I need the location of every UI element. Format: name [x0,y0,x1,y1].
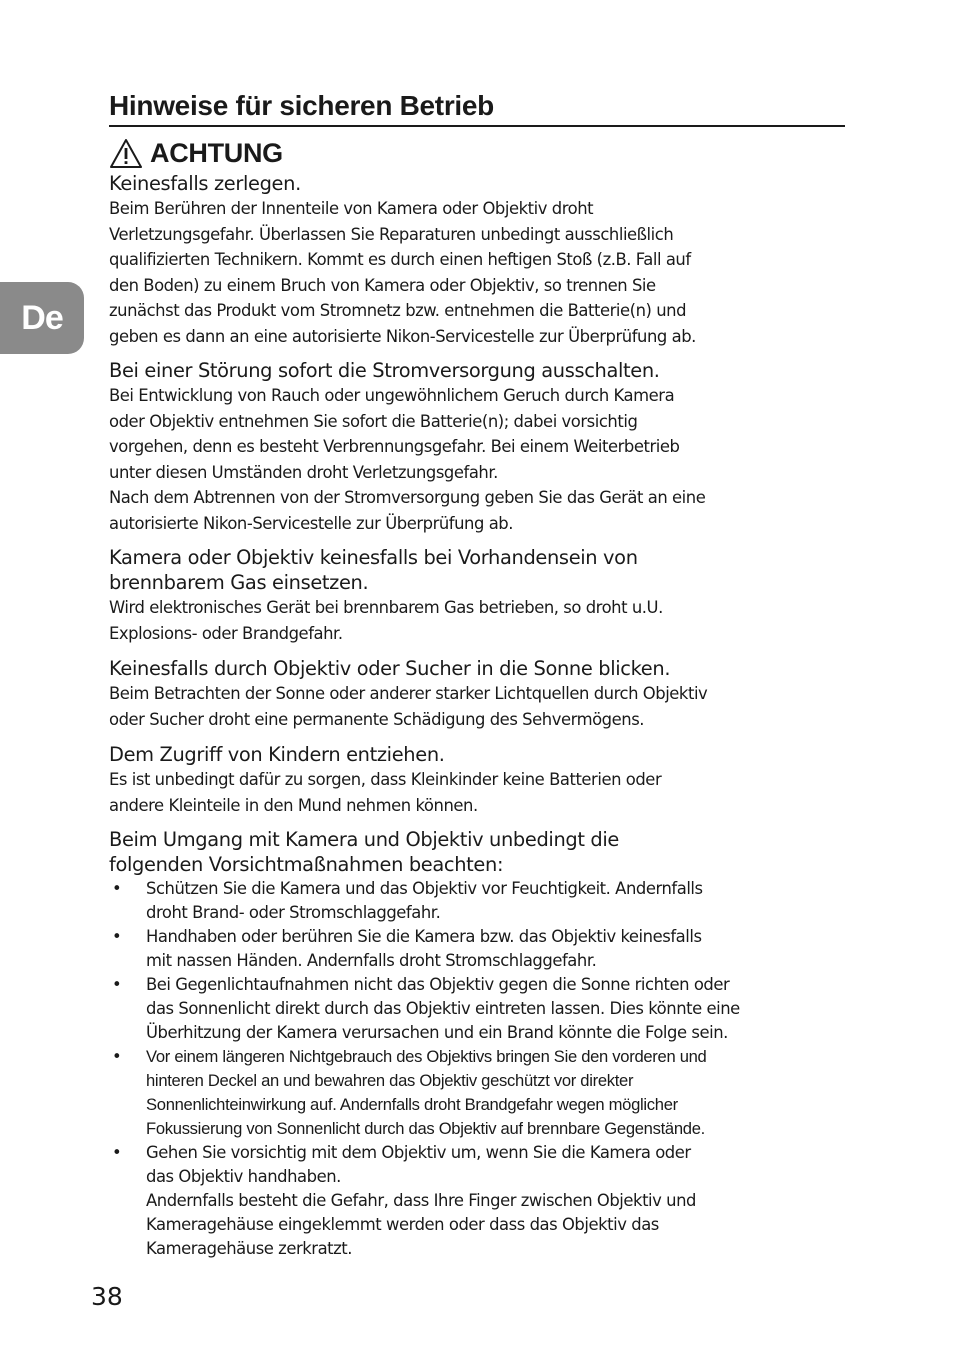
precaution-item [109,925,845,973]
page-number: 38 [91,1282,123,1311]
precaution-line: Sonnenlichteinwirkung auf. Andernfalls droht Brandgefahr wegen möglicher [146,1095,678,1114]
body-line: Verletzungsgefahr. Überlassen Sie Reparaturen unbedingt ausschließlich [109,224,674,244]
precaution-item [109,1045,845,1141]
section-body [109,383,845,536]
body-line: Wird elektronisches Gerät bei brennbarem Gas betrieben, so droht u.U. [109,598,663,617]
body-line: Explosions- oder Brandgefahr. [109,623,343,643]
language-tab-de [0,282,84,354]
section-heading-line: Keinesfalls durch Objektiv oder Sucher in die Sonne blicken. [109,657,671,680]
warning-header [109,136,845,170]
body-line: vorgehen, denn es besteht Verbrennungsgefahr. Bei einem Weiterbetrieb [109,437,680,456]
precaution-line: Kameragehäuse zerkratzt. [146,1239,353,1258]
bullet-marker: • [112,879,122,898]
precaution-line: das Objektiv handhaben. [146,1167,341,1186]
section-heading [109,742,845,767]
section-heading [109,827,845,877]
body-line: geben es dann an eine autorisierte Nikon-Servicestelle zur Überprüfung ab. [109,326,696,346]
precaution-line: Überhitzung der Kamera verursachen und ein Brand könnte die Folge sein. [146,1023,728,1042]
section-heading [109,171,845,196]
body-line: Beim Berühren der Innenteile von Kamera oder Objektiv droht [109,199,594,218]
safety-section [109,656,845,732]
precaution-line: das Sonnenlicht direkt durch das Objektiv eintreten lassen. Dies könnte eine [146,999,740,1018]
page-title: Hinweise für sicheren Betrieb [109,88,845,127]
language-tab-label: De [21,298,63,337]
safety-section [109,545,845,646]
body-line: Beim Betrachten der Sonne oder anderer starker Lichtquellen durch Objektiv [109,684,708,703]
body-line: andere Kleinteile in den Mund nehmen können. [109,795,478,815]
body-line: unter diesen Umständen droht Verletzungsgefahr. [109,462,498,482]
body-line: den Boden) zu einem Bruch von Kamera oder Objektiv, so trennen Sie [109,275,656,295]
bullet-marker: • [112,927,122,946]
body-line: Bei Entwicklung von Rauch oder ungewöhnlichem Geruch durch Kamera [109,386,675,405]
precaution-line: droht Brand- oder Stromschlaggefahr. [146,903,441,922]
precaution-line: mit nassen Händen. Andernfalls droht Stromschlaggefahr. [146,951,597,970]
body-line: oder Objektiv entnehmen Sie sofort die Batterie(n); dabei vorsichtig [109,411,638,431]
section-heading-line: folgenden Vorsichtmaßnahmen beachten: [109,853,504,876]
body-line: autorisierte Nikon-Servicestelle zur Überprüfung ab. [109,513,514,533]
bullet-marker: • [112,1143,122,1162]
body-line: Es ist unbedingt dafür zu sorgen, dass Kleinkinder keine Batterien oder [109,770,662,789]
body-line: oder Sucher droht eine permanente Schädigung des Sehvermögens. [109,709,645,729]
precaution-line: Kameragehäuse eingeklemmt werden oder dass das Objektiv das [146,1215,659,1234]
safety-section [109,827,845,1261]
precaution-list [109,877,845,1261]
section-heading-line: Beim Umgang mit Kamera und Objektiv unbedingt die [109,828,619,851]
section-body [109,767,845,818]
precaution-item [109,877,845,925]
precaution-line: Fokussierung von Sonnenlicht durch das Objektiv auf brennbare Gegenstände. [146,1119,705,1138]
precaution-line: Vor einem längeren Nichtgebrauch des Objektivs bringen Sie den vorderen und [146,1047,707,1066]
section-heading [109,656,845,681]
precaution-line: Handhaben oder berühren Sie die Kamera bzw. das Objektiv keinesfalls [146,927,702,946]
precaution-line: Andernfalls besteht die Gefahr, dass Ihre Finger zwischen Objektiv und [146,1191,696,1210]
warning-label: ACHTUNG [150,138,283,168]
safety-section [109,171,845,349]
bullet-marker: • [112,975,122,994]
body-line: zunächst das Produkt vom Stromnetz bzw. entnehmen die Batterie(n) und [109,301,687,320]
warning-triangle-icon [109,138,143,169]
safety-section [109,358,845,536]
section-body [109,196,845,349]
body-line: qualifizierten Technikern. Kommt es durch einen heftigen Stoß (z.B. Fall auf [109,250,691,269]
precaution-item [109,973,845,1045]
section-body [109,595,845,646]
section-heading-line: Keinesfalls zerlegen. [109,172,301,195]
safety-sections [109,171,845,1261]
safety-section [109,742,845,818]
section-heading-line: Kamera oder Objektiv keinesfalls bei Vorhandensein von [109,546,638,569]
section-heading-line: Bei einer Störung sofort die Stromversorgung ausschalten. [109,359,660,382]
precaution-line: Gehen Sie vorsichtig mit dem Objektiv um, wenn Sie die Kamera oder [146,1143,691,1162]
section-heading-line: Dem Zugriff von Kindern entziehen. [109,743,445,766]
body-line: Nach dem Abtrennen von der Stromversorgung geben Sie das Gerät an eine [109,488,706,507]
section-heading [109,358,845,383]
section-heading [109,545,845,595]
safety-notes-page [109,88,845,1261]
precaution-item [109,1141,845,1261]
precaution-line: Bei Gegenlichtaufnahmen nicht das Objektiv gegen die Sonne richten oder [146,975,730,994]
section-heading-line: brennbarem Gas einsetzen. [109,571,369,594]
precaution-line: Schützen Sie die Kamera und das Objektiv vor Feuchtigkeit. Andernfalls [146,879,703,898]
precaution-line: hinteren Deckel an und bewahren das Objektiv geschützt vor direkter [146,1071,634,1090]
section-body [109,681,845,732]
bullet-marker: • [112,1047,122,1066]
